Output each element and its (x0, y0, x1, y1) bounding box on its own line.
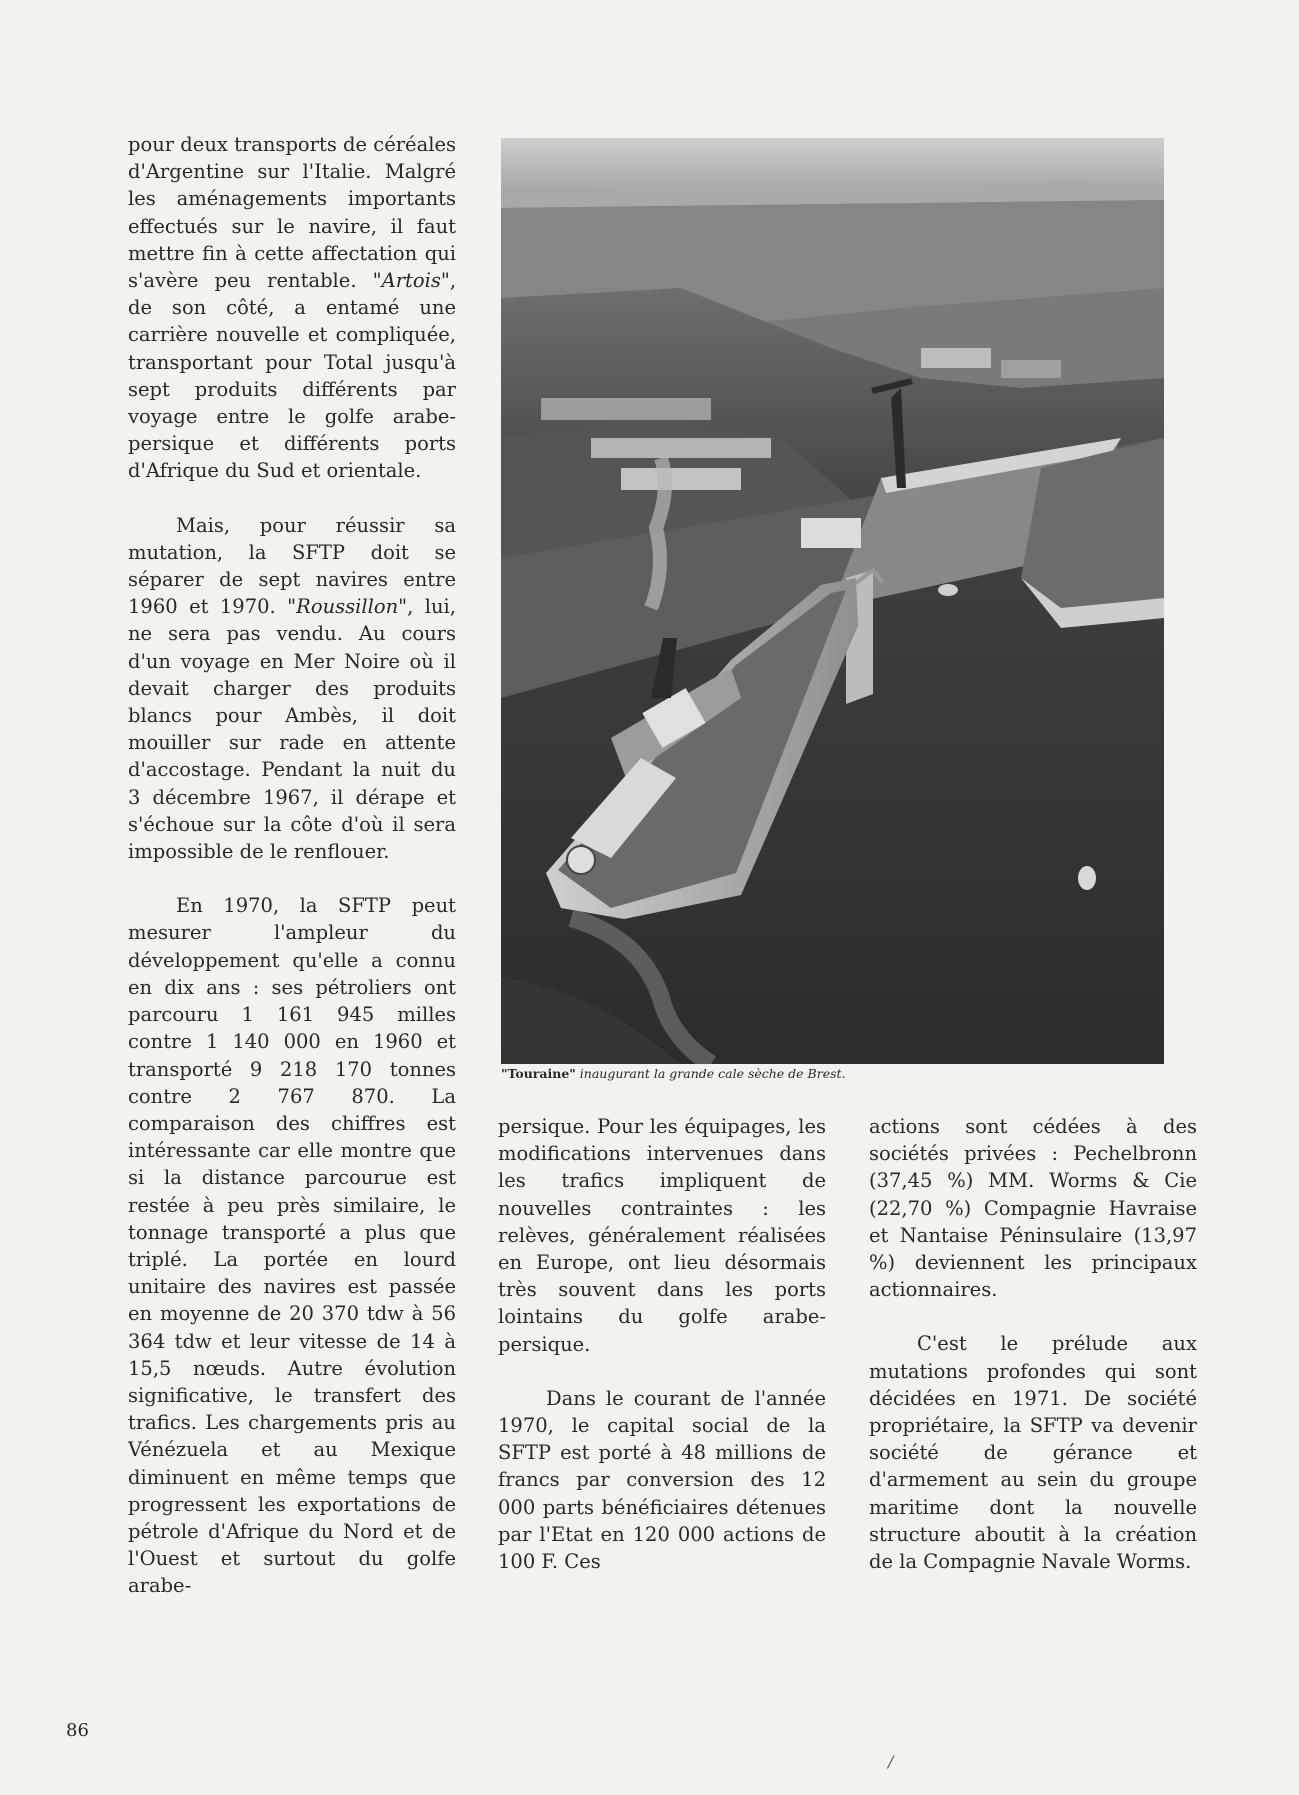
left-text-column (128, 131, 456, 1600)
paragraph (128, 131, 456, 485)
tanker-dry-dock-photo (501, 138, 1164, 1064)
ship-name: "Roussillon" (287, 595, 408, 619)
margin-mark: / (888, 1752, 894, 1771)
photo-caption (501, 1066, 1164, 1082)
paragraph: Dans le courant de l'année 1970, le capital social de la SFTP est porté à 48 millions de francs par conversion des 12 000 parts bénéficiaires détenues par l'Etat en 120 000 actions de 100 F. Ces (498, 1386, 826, 1574)
paragraph: persique. Pour les équipages, les modifications intervenues dans les trafics impliquent de nouvelles contraintes : les relèves, généralement réalisées en Europe, ont lieu désormais très souvent dans les ports lointains du golfe arabe-persique. (498, 1115, 826, 1356)
right-text-column (869, 1113, 1197, 1575)
paragraph-text: , de son côté, a entamé une carrière nouvelle et compliquée, transportant pour Total jusqu'à sept produits différents par voyage entre le golfe arabe-persique et différents ports d'Afrique du Sud et orientale. (128, 269, 457, 483)
paragraph-text: Mais, pour réussir sa mutation, la SFTP doit se séparer de sept navires entre 1960 et 1970. (128, 513, 456, 619)
paragraph: En 1970, la SFTP peut mesurer l'ampleur du développement qu'elle a connu en dix ans : ses pétroliers ont parcouru 1 161 945 milles contre 1 140 000 en 1960 et transporté 9 218 170 tonnes contre 2 767 870. La comparaison des chiffres est intéressante car elle montre que si la distance parcourue est restée à peu près similaire, le tonnage transporté a plus que triplé. La portée en lourd unitaire des navires est passée en moyenne de 20 370 tdw à 56 364 tdw et leur vitesse de 14 à 15,5 nœuds. Autre évolution significative, le transfert des trafics. Les chargements pris au Vénézuela et au Mexique diminuent en même temps que progressent les exportations de pétrole d'Afrique du Nord et de l'Ouest et surtout du golfe arabe- (128, 894, 456, 1598)
paragraph: actions sont cédées à des sociétés privées : Pechelbronn (37,45 %) MM. Worms & Cie (22,70 %) Compagnie Havraise et Nantaise Péninsulaire (13,97 %) deviennent les principaux actionnaires. (869, 1115, 1197, 1302)
page-number: 86 (66, 1720, 89, 1741)
middle-text-column (498, 1113, 826, 1575)
paragraph (128, 512, 456, 866)
paragraph-text: , lui, ne sera pas vendu. Au cours d'un voyage en Mer Noire où il devait charger des produits blancs pour Ambès, il doit mouiller sur rade en attente d'accostage. Pendant la nuit du 3 décembre 1967, il dérape et s'échoue sur la côte d'où il sera impossible de le renflouer. (128, 595, 456, 864)
caption-ship-name: "Touraine" (501, 1066, 576, 1081)
paragraph: C'est le prélude aux mutations profondes qui sont décidées en 1971. De société propriétaire, la SFTP va devenir société de gérance et d'armement au sein du groupe maritime dont la nouvelle structure aboutit à la création de la Compagnie Navale Worms. (869, 1332, 1197, 1574)
caption-text: inaugurant la grande cale sèche de Brest. (575, 1066, 846, 1081)
paragraph-text: pour deux transports de céréales d'Argentine sur l'Italie. Malgré les aménagements importants effectués sur le navire, il faut mettre fin à cette affectation qui s'avère peu rentable. (128, 133, 456, 293)
ship-name: "Artois" (372, 269, 450, 293)
